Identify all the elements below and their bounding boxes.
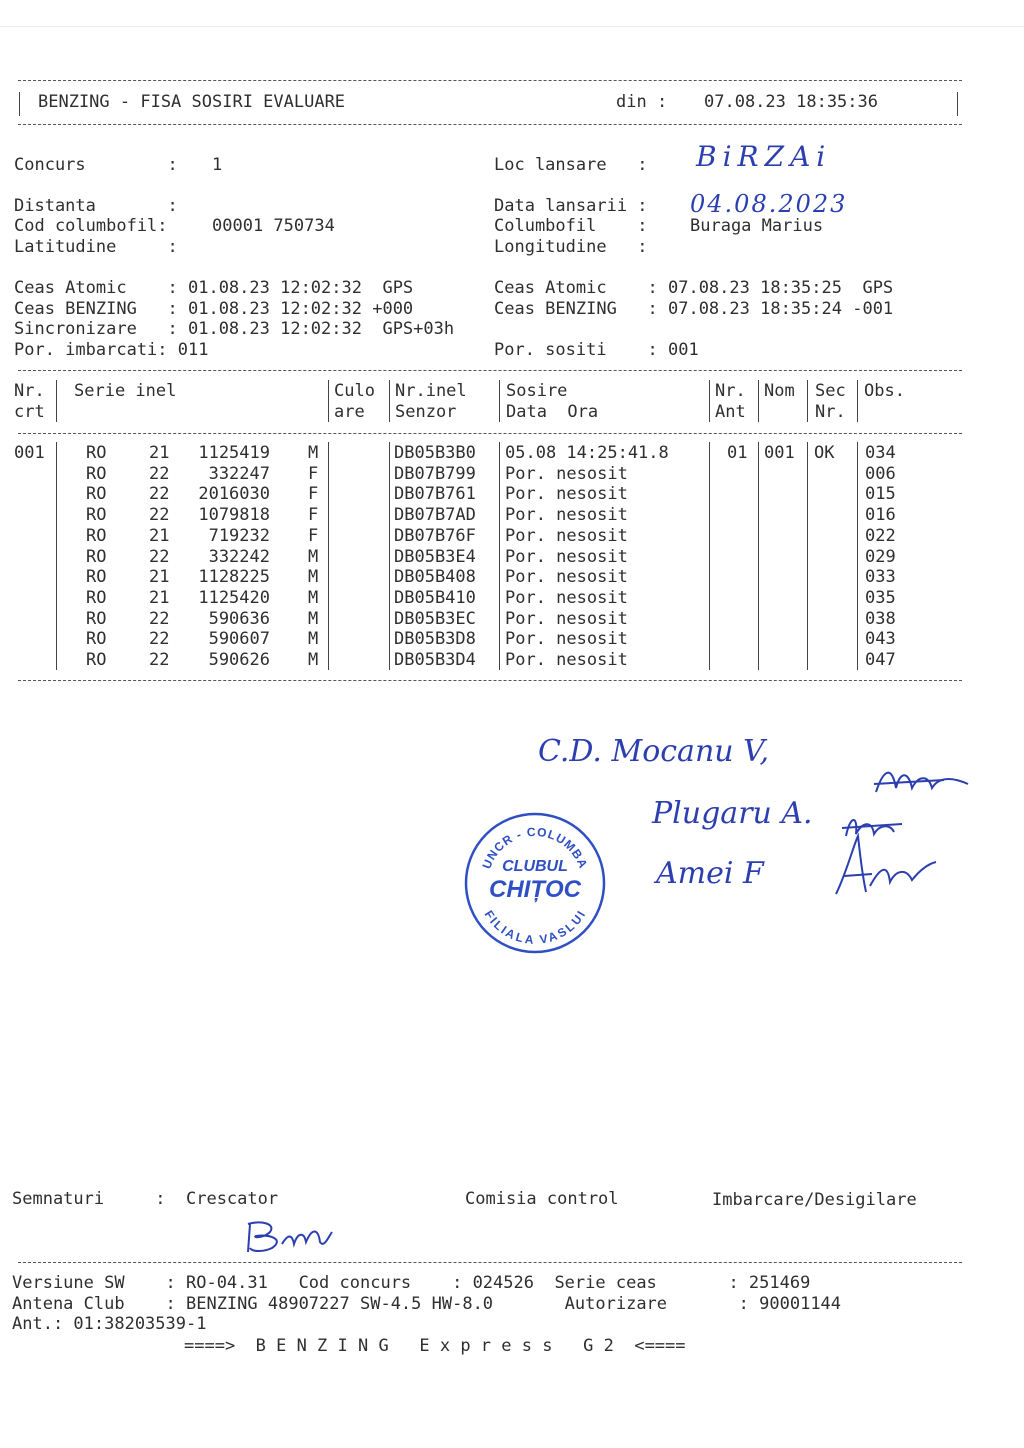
cell-sosire: Por. nesosit [505, 463, 628, 484]
cell-obs: 006 [865, 463, 896, 484]
cell-sosire: Por. nesosit [505, 505, 628, 526]
cell-ring: 332242 [208, 546, 270, 567]
cell-year: 22 [149, 629, 170, 650]
ceas-benzing-end: Ceas BENZING : 07.08.23 18:35:24 -001 [494, 299, 894, 319]
col-header-senzor: Senzor [395, 402, 457, 422]
cell-ring: 719232 [208, 525, 270, 546]
cell-sosire: Por. nesosit [505, 546, 628, 567]
handwritten-line-plugaru: Plugaru A. [652, 796, 813, 831]
cell-year: 21 [149, 567, 170, 588]
cell-sex: F [308, 463, 319, 484]
cell-sex: M [308, 608, 319, 629]
cell-sosire: Por. nesosit [505, 650, 628, 670]
col-header-culo: Culo [334, 381, 375, 401]
col-sep [56, 380, 57, 422]
cell-country: RO [86, 587, 107, 608]
col-header-nr: Nr. [14, 381, 45, 401]
cell-sex: M [308, 567, 319, 588]
cell-obs: 033 [865, 567, 896, 588]
header-top-rule [18, 80, 962, 81]
ceas-atomic-start: Ceas Atomic : 01.08.23 12:02:32 GPS [14, 278, 414, 298]
cell-ring: 590607 [208, 629, 270, 650]
crescator-signature [242, 1218, 342, 1258]
comisia-control-label: Comisia control [465, 1189, 619, 1209]
cell-year: 21 [149, 525, 170, 546]
cell-senzor: DB07B761 [394, 484, 476, 505]
col-sep [389, 380, 390, 422]
col-sep [709, 380, 710, 422]
table-bottom-rule [18, 680, 962, 681]
cell-country: RO [86, 629, 107, 650]
cell-year: 22 [149, 546, 170, 567]
cell-ring: 1079818 [198, 505, 270, 526]
ant-line: Ant.: 01:38203539-1 [12, 1314, 207, 1334]
header-left-border [19, 92, 20, 116]
versiune-sw-line: Versiune SW : RO-04.31 Cod concurs : 024526 Serie ceas : 251469 [12, 1273, 811, 1293]
cell-sex: F [308, 505, 319, 526]
report-title: BENZING - FISA SOSIRI EVALUARE [38, 92, 346, 112]
cell-senzor: DB05B408 [394, 567, 476, 588]
date-label: din : [616, 92, 668, 112]
cell-year: 22 [149, 484, 170, 505]
club-stamp [464, 812, 606, 954]
cell-sosire: Por. nesosit [505, 484, 628, 505]
por-imbarcati: Por. imbarcati: 011 [14, 340, 209, 360]
cell-senzor: DB05B3E4 [394, 546, 476, 567]
cell-obs: 035 [865, 587, 896, 608]
cell-sex: F [308, 484, 319, 505]
cell-year: 22 [149, 463, 170, 484]
cell-ring: 1128225 [198, 567, 270, 588]
cell-obs: 043 [865, 629, 896, 650]
cell-obs: 038 [865, 608, 896, 629]
header-bottom-rule [18, 124, 962, 125]
cell-obs: 034 [865, 443, 896, 463]
col-header-sec-nr: Nr. [815, 402, 846, 422]
cell-sosire: Por. nesosit [505, 587, 628, 608]
cell-year: 21 [149, 587, 170, 608]
col-header-nr-ant: Nr. [715, 381, 746, 401]
col-header-crt: crt [14, 402, 45, 422]
signature-scribble-3 [832, 834, 942, 904]
cell-sex: F [308, 525, 319, 546]
benzing-express-banner: ====> B E N Z I N G E x p r e s s G 2 <==== [184, 1336, 686, 1356]
stamp-top-text: UNCR - COLUMBA [479, 824, 591, 871]
columbofil-value: Buraga Marius [690, 216, 824, 236]
cell-year: 22 [149, 608, 170, 629]
table-header-rule [18, 433, 962, 434]
cell-sosire: Por. nesosit [505, 608, 628, 629]
col-sep [499, 380, 500, 422]
por-sositi: Por. sositi : 001 [494, 340, 699, 360]
cell-senzor: DB07B76F [394, 525, 476, 546]
col-sep [328, 380, 329, 422]
cell-sec: OK [814, 443, 835, 463]
cell-obs: 022 [865, 525, 896, 546]
longitudine-label: Longitudine : [494, 237, 648, 257]
semnaturi-crescator: Semnaturi : Crescator [12, 1189, 279, 1209]
cell-ring: 1125420 [198, 587, 270, 608]
cod-columbofil-value: 00001 750734 [212, 216, 335, 236]
col-sep [56, 442, 57, 670]
col-sep [328, 442, 329, 670]
col-header-are: are [334, 402, 365, 422]
cell-obs: 047 [865, 650, 896, 670]
col-sep [389, 442, 390, 670]
cell-obs: 029 [865, 546, 896, 567]
handwritten-line-amei: Amei F [656, 856, 764, 891]
footer-rule [18, 1262, 962, 1263]
col-header-nom: Nom [764, 381, 795, 401]
cell-sosire: 05.08 14:25:41.8 [505, 443, 669, 463]
cell-country: RO [86, 546, 107, 567]
cod-columbofil-label: Cod columbofil: [14, 216, 168, 236]
cell-country: RO [86, 525, 107, 546]
cell-year: 21 [149, 443, 170, 463]
distanta-label: Distanta : [14, 196, 178, 216]
latitudine-label: Latitudine : [14, 237, 178, 257]
handwritten-line-mocanu: C.D. Mocanu V, [538, 734, 770, 769]
cell-sosire: Por. nesosit [505, 629, 628, 650]
col-sep [857, 442, 858, 670]
col-header-nr-inel: Nr.inel [395, 381, 467, 401]
cell-senzor: DB05B3D4 [394, 650, 476, 670]
data-lansarii-handwritten: 04.08.2023 [690, 190, 848, 218]
scan-edge-line [0, 26, 1024, 27]
col-sep [807, 380, 808, 422]
col-sep [709, 442, 710, 670]
loc-lansare-label: Loc lansare : [494, 155, 648, 175]
cell-country: RO [86, 608, 107, 629]
ceas-atomic-end: Ceas Atomic : 07.08.23 18:35:25 GPS [494, 278, 894, 298]
cell-sosire: Por. nesosit [505, 525, 628, 546]
cell-senzor: DB05B3EC [394, 608, 476, 629]
stamp-center-line2: CHIȚOC [489, 876, 581, 903]
col-header-sosire: Sosire [506, 381, 568, 401]
cell-ant: 01 [727, 443, 748, 463]
cell-ring: 590626 [208, 650, 270, 670]
cell-senzor: DB05B3D8 [394, 629, 476, 650]
col-sep [807, 442, 808, 670]
columbofil-label: Columbofil : [494, 216, 648, 236]
col-header-serie-inel: Serie inel [74, 381, 177, 401]
cell-sosire: Por. nesosit [505, 567, 628, 588]
col-header-ant: Ant [715, 402, 746, 422]
cell-senzor: DB07B7AD [394, 505, 476, 526]
cell-obs: 016 [865, 505, 896, 526]
cell-year: 22 [149, 650, 170, 670]
cell-sex: M [308, 629, 319, 650]
cell-obs: 015 [865, 484, 896, 505]
col-sep [758, 442, 759, 670]
col-sep [857, 380, 858, 422]
signature-scribble-1 [874, 758, 974, 808]
cell-ring: 1125419 [198, 443, 270, 463]
cell-country: RO [86, 463, 107, 484]
col-sep [499, 442, 500, 670]
col-header-sec: Sec [815, 381, 846, 401]
cell-senzor: DB05B410 [394, 587, 476, 608]
cell-sex: M [308, 650, 319, 670]
cell-ring: 2016030 [198, 484, 270, 505]
concurs-label: Concurs : [14, 155, 178, 175]
report-date: 07.08.23 18:35:36 [704, 92, 878, 112]
loc-lansare-handwritten: BiRZAi [696, 140, 832, 173]
cell-crt: 001 [14, 443, 45, 463]
table-top-rule [18, 370, 962, 371]
cell-senzor: DB05B3B0 [394, 443, 476, 463]
col-header-data-ora: Data Ora [506, 402, 599, 422]
cell-year: 22 [149, 505, 170, 526]
stamp-bottom-text: FILIALA VASLUI [481, 907, 589, 947]
imbarcare-desigilare-label: Imbarcare/Desigilare [712, 1190, 917, 1210]
concurs-value: 1 [212, 155, 223, 175]
cell-country: RO [86, 505, 107, 526]
cell-senzor: DB07B799 [394, 463, 476, 484]
cell-country: RO [86, 650, 107, 670]
cell-ring: 332247 [208, 463, 270, 484]
stamp-center-line1: CLUBUL [502, 858, 568, 875]
ceas-benzing-start: Ceas BENZING : 01.08.23 12:02:32 +000 [14, 299, 414, 319]
cell-country: RO [86, 484, 107, 505]
cell-ring: 590636 [208, 608, 270, 629]
cell-country: RO [86, 443, 107, 463]
cell-nom: 001 [764, 443, 795, 463]
header-right-border [957, 92, 958, 116]
col-header-obs: Obs. [864, 381, 905, 401]
antena-club-line: Antena Club : BENZING 48907227 SW-4.5 HW-8.0 Autorizare : 90001144 [12, 1294, 842, 1314]
cell-sex: M [308, 443, 319, 463]
data-lansarii-label: Data lansarii : [494, 196, 648, 216]
cell-sex: M [308, 546, 319, 567]
cell-sex: M [308, 587, 319, 608]
cell-country: RO [86, 567, 107, 588]
sincronizare-line: Sincronizare : 01.08.23 12:02:32 GPS+03h [14, 319, 455, 339]
col-sep [758, 380, 759, 422]
